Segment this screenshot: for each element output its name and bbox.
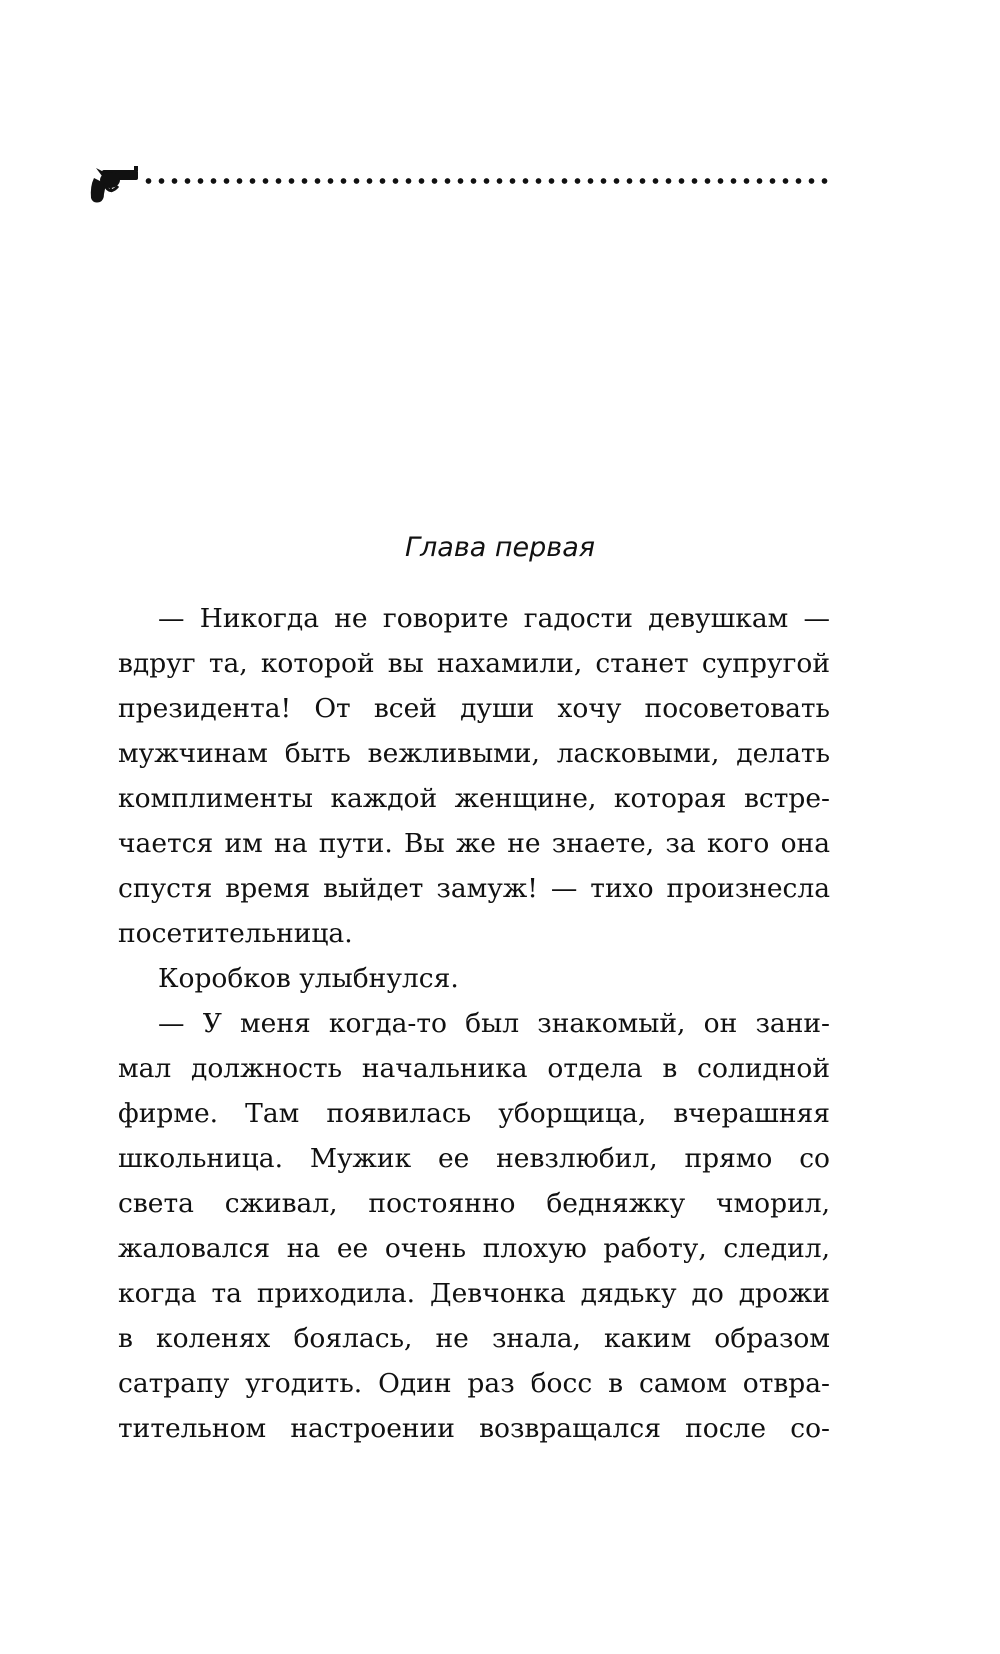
chapter-title: Глава первая xyxy=(405,532,595,563)
dotted-divider xyxy=(142,177,833,185)
revolver-icon xyxy=(88,160,142,210)
text-line: школьница. Мужик ее невзлюбил, прямо со xyxy=(118,1143,830,1174)
text-line: спустя время выйдет замуж! — тихо произнесла xyxy=(118,873,830,904)
text-line: в коленях боялась, не знала, каким образом xyxy=(118,1323,830,1354)
text-line: Коробков улыбнулся. xyxy=(158,963,459,994)
text-line: мал должность начальника отдела в солидной xyxy=(118,1053,830,1084)
text-line: фирме. Там появилась уборщица, вчерашняя xyxy=(118,1098,830,1129)
text-line: жаловался на ее очень плохую работу, следил, xyxy=(118,1233,830,1264)
text-line: тительном настроении возвращался после со- xyxy=(118,1413,830,1444)
text-line: когда та приходила. Девчонка дядьку до дрожи xyxy=(118,1278,830,1309)
text-line: — Никогда не говорите гадости девушкам — xyxy=(158,603,830,634)
text-line: мужчинам быть вежливыми, ласковыми, делать xyxy=(118,738,830,769)
text-line: вдруг та, которой вы нахамили, станет супругой xyxy=(118,648,830,679)
body-text xyxy=(118,596,830,1451)
text-line: посетительница. xyxy=(118,918,353,949)
text-line: света сживал, постоянно бедняжку чморил, xyxy=(118,1188,830,1219)
header-ornament xyxy=(88,160,833,210)
text-line: комплименты каждой женщине, которая встре- xyxy=(118,783,830,814)
text-line: чается им на пути. Вы же не знаете, за кого она xyxy=(118,828,830,859)
text-line: президента! От всей души хочу посоветовать xyxy=(118,693,830,724)
text-line: — У меня когда-то был знакомый, он зани- xyxy=(158,1008,830,1039)
text-line: сатрапу угодить. Один раз босс в самом отвра- xyxy=(118,1368,830,1399)
